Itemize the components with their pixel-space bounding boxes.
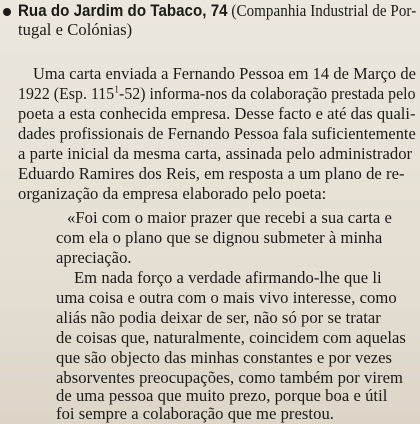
heading-title: Rua do Jardim do Tabaco, 74 bbox=[18, 1, 228, 20]
quote-line: com ela o plano que se dignou submeter à minha bbox=[56, 228, 383, 247]
paragraph-line: organização da empresa elaborado pelo poeta: bbox=[18, 184, 327, 203]
paragraph-line: dades profissionais de Fernando Pessoa fala suficientemente bbox=[18, 124, 416, 143]
heading-suffix: (Companhia Industrial de Por- bbox=[231, 1, 417, 20]
quote-line: apreciação. bbox=[56, 248, 132, 267]
paragraph-line: Uma carta enviada a Fernando Pessoa em 14 de Março de bbox=[33, 64, 416, 83]
bullet-icon bbox=[3, 8, 11, 16]
paragraph-line: a parte inicial da mesma carta, assinada pelo administrador bbox=[18, 144, 413, 163]
quote-line: foi sempre a colaboração que me prestou. bbox=[56, 404, 334, 423]
heading-line-1 bbox=[18, 3, 416, 20]
quote-line: Em nada forço a verdade afirmando-lhe que li bbox=[74, 268, 382, 287]
quote-line: «Foi com o maior prazer que recebi a sua carta e bbox=[67, 208, 392, 227]
footnote-ref: 1 bbox=[114, 84, 120, 96]
heading-line-2: tugal e Colónias) bbox=[18, 20, 133, 39]
quote-line: de coisas que, naturalmente, coincidem com aquelas bbox=[56, 328, 406, 347]
quote-line: aliás não podia deixar de ser, não só por se tratar bbox=[56, 308, 381, 327]
quote-line: de uma pessoa que muito prezo, porque boa e útil bbox=[56, 386, 388, 405]
quote-line: que são objecto das minhas constantes e por vezes bbox=[56, 348, 393, 367]
quote-line: uma coisa e outra com o mais vivo interesse, como bbox=[56, 288, 397, 307]
paragraph-line: 1922 (Esp. $115^1-52$) informa-nos da colaboração prestada pelo bbox=[18, 84, 416, 103]
paragraph-line: poeta a esta conhecida empresa. Desse facto e até das quali- bbox=[18, 104, 416, 123]
quote-line: absorventes preocupações, como também por virem bbox=[56, 368, 404, 387]
paragraph-line: Eduardo Ramires dos Reis, em resposta a um plano de re- bbox=[18, 164, 405, 183]
